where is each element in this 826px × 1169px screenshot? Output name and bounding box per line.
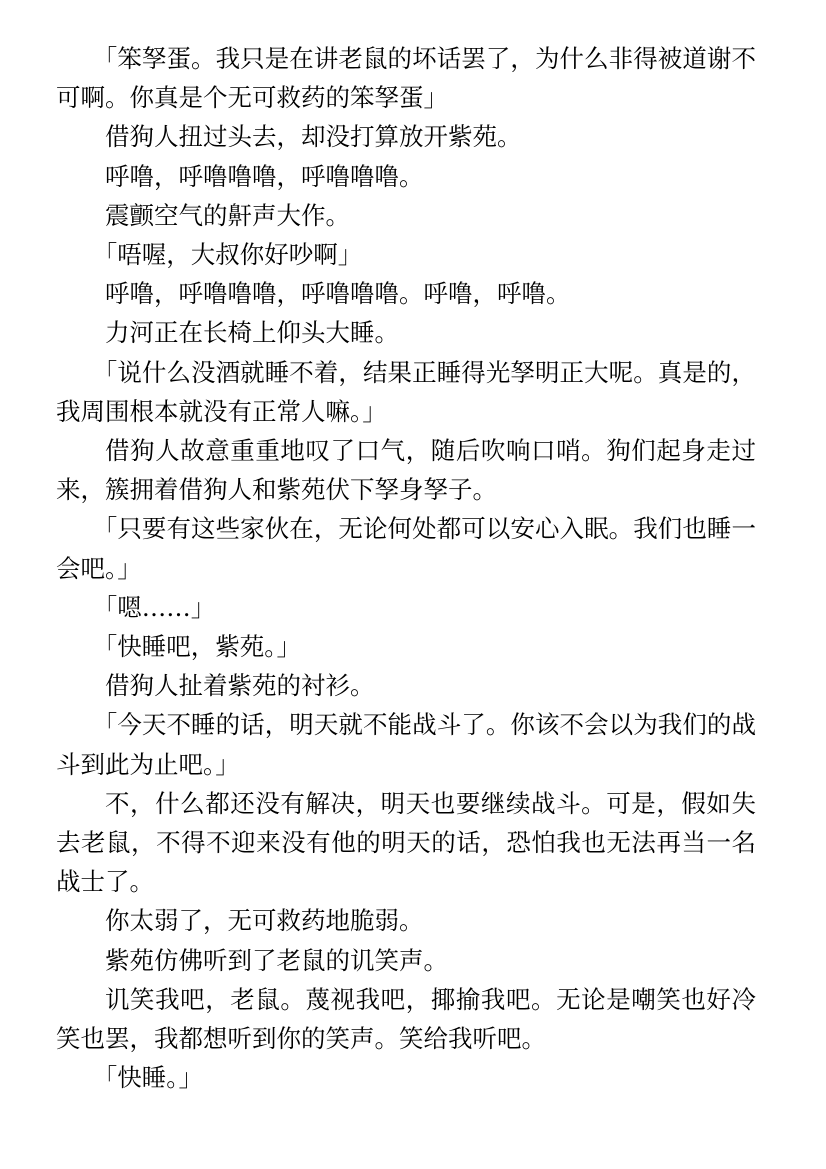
paragraph: 讥笑我吧，老鼠。蔑视我吧，揶揄我吧。无论是嘲笑也好冷笑也罢，我都想听到你的笑声。笑给我听吧。 — [56, 984, 756, 1054]
paragraph: 你太弱了，无可救药地脆弱。 — [105, 906, 424, 936]
paragraph: 「只要有这些家伙在，无论何处都可以安心入眠。我们也睡一会吧。」 — [56, 514, 756, 583]
paragraph: 「唔喔，大叔你好吵啊」 — [92, 240, 363, 270]
paragraph: 呼噜，呼噜噜噜，呼噜噜噜。 — [105, 161, 424, 191]
paragraph: 「笨孥蛋。我只是在讲老鼠的坏话罢了，为什么非得被道谢不可啊。你真是个无可救药的笨孥蛋」 — [56, 44, 756, 113]
paragraph: 「说什么没酒就睡不着，结果正睡得光孥明正大呢。真是的，我周围根本就没有正常人嘛。」 — [56, 357, 756, 426]
paragraph: 借狗人扭过头去，却没打算放开紫苑。 — [105, 122, 522, 152]
paragraph: 「快睡吧，紫苑。」 — [92, 632, 301, 662]
paragraph: 「快睡。」 — [92, 1063, 203, 1093]
paragraph: 力河正在长椅上仰头大睡。 — [105, 318, 399, 348]
paragraph: 「今天不睡的话，明天就不能战斗了。你该不会以为我们的战斗到此为止吧。」 — [56, 710, 756, 779]
paragraph: 紫苑仿佛听到了老鼠的讥笑声。 — [105, 945, 448, 975]
paragraph: 借狗人扯着紫苑的衬衫。 — [105, 671, 375, 701]
paragraph: 呼噜，呼噜噜噜，呼噜噜噜。呼噜，呼噜。 — [105, 279, 571, 309]
paragraph: 「嗯……」 — [92, 592, 216, 622]
paragraph: 不，什么都还没有解决，明天也要继续战斗。可是，假如失去老鼠，不得不迎来没有他的明天的话，恐怕我也无法再当一名战士了。 — [56, 788, 756, 897]
paragraph: 震颤空气的鼾声大作。 — [105, 200, 350, 230]
document-page — [56, 39, 756, 1097]
paragraph: 借狗人故意重重地叹了口气，随后吹响口哨。狗们起身走过来，簇拥着借狗人和紫苑伏下孥身孥子。 — [56, 436, 756, 505]
